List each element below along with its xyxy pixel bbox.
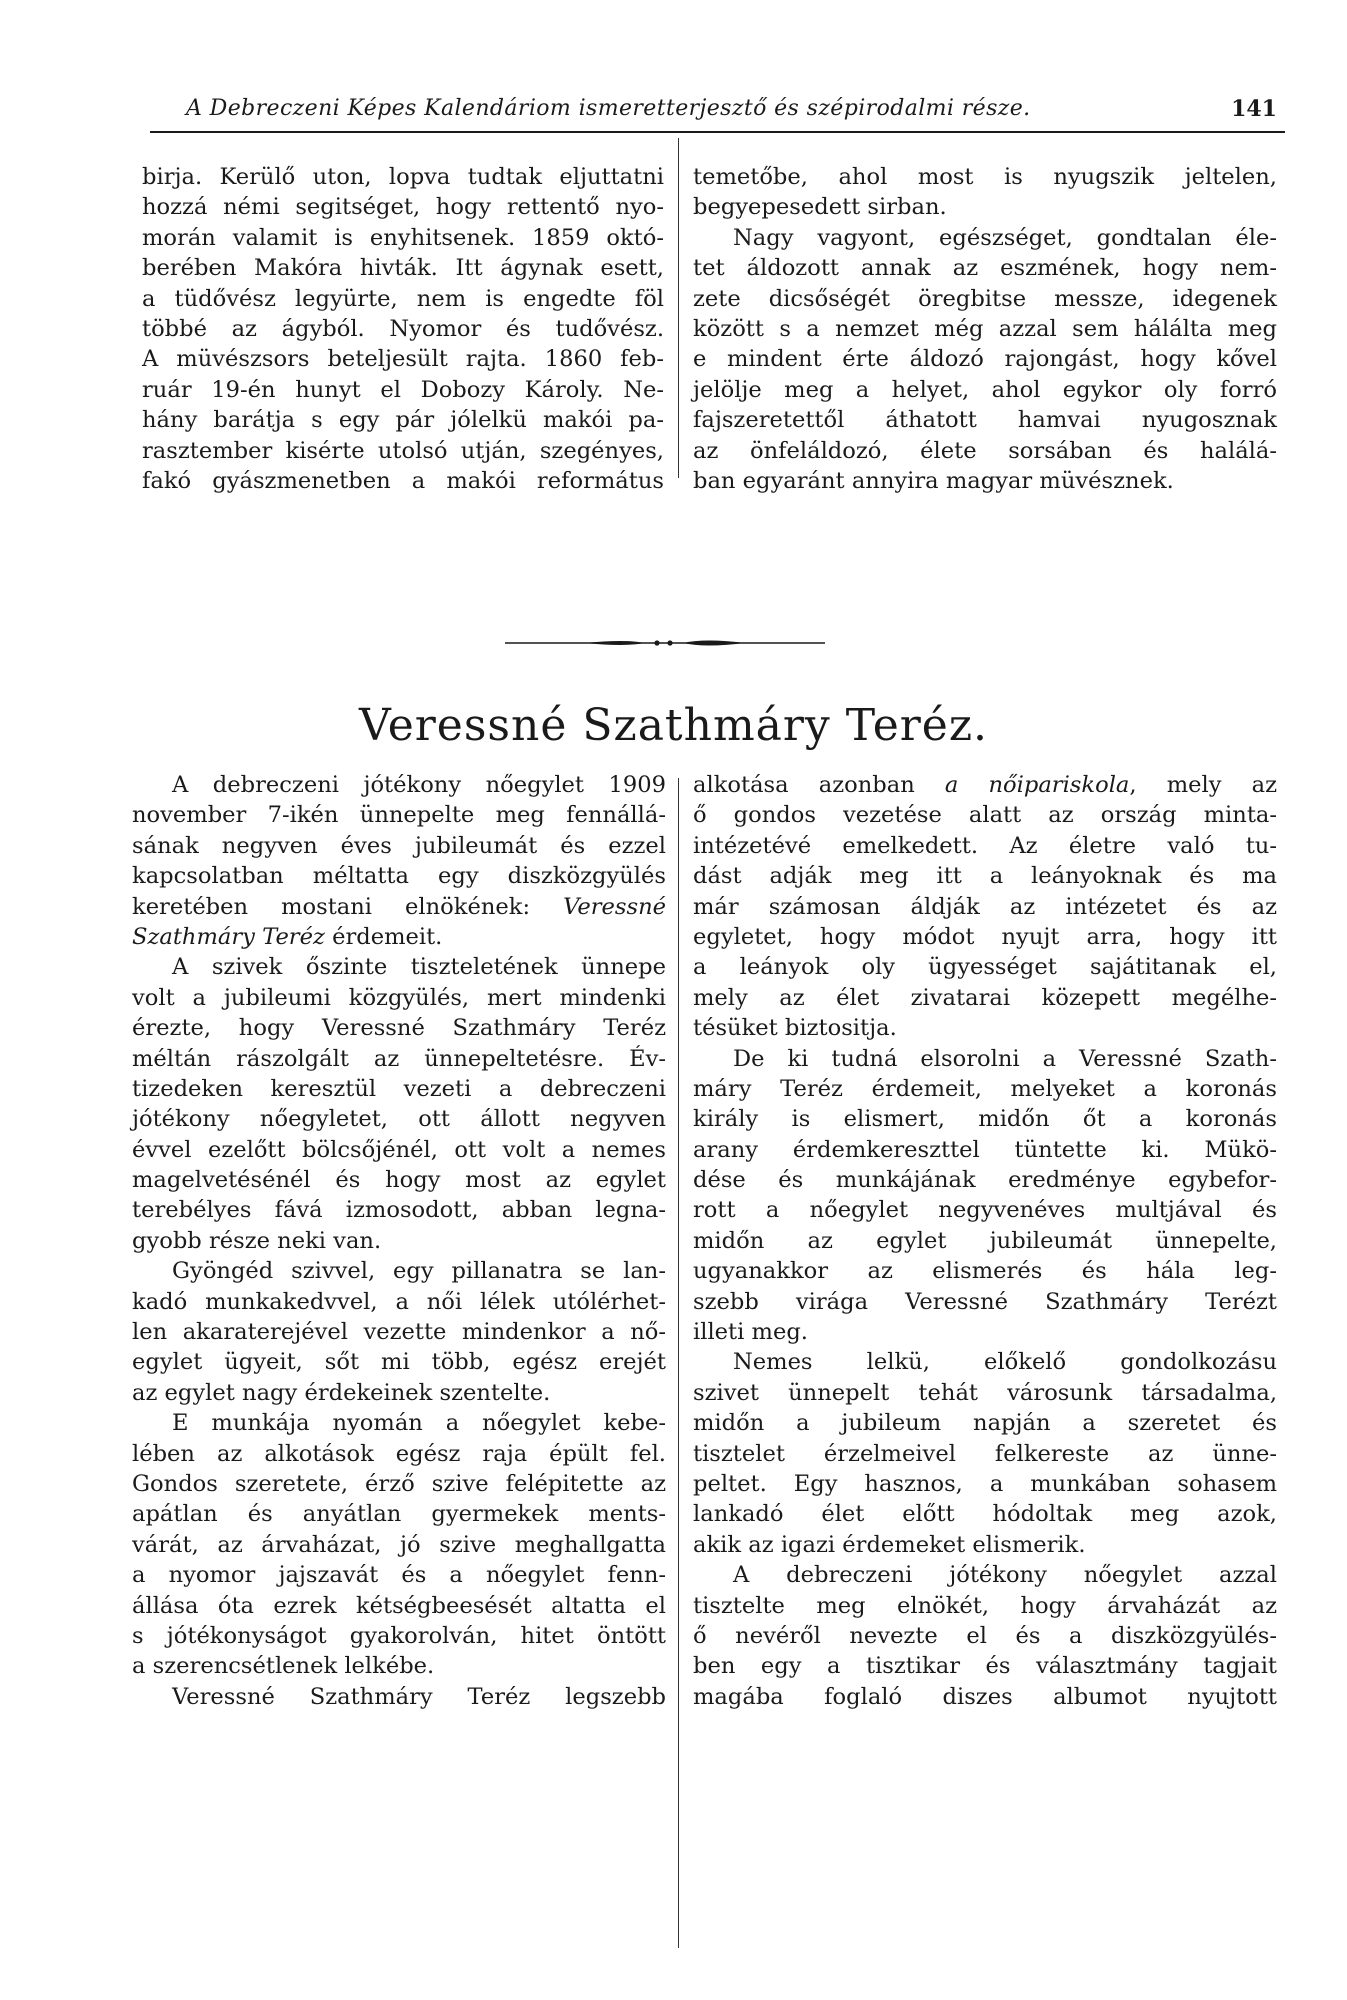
text-line: keretében mostani elnökének: Veressné bbox=[132, 893, 666, 920]
text-line: lankadó élet előtt hódoltak meg azok, bbox=[693, 1501, 1277, 1528]
article-title: Veressné Szathmáry Teréz. bbox=[359, 700, 988, 751]
text-line: midőn az egylet jubileumát ünnepelte, bbox=[693, 1227, 1277, 1254]
text-line: birja. Kerülő uton, lopva tudtak eljuttatni bbox=[142, 164, 664, 190]
text-line: ruár 19-én hunyt el Dobozy Károly. Ne- bbox=[142, 376, 664, 403]
text-line: állása óta ezrek kétségbeesését altatta el bbox=[132, 1592, 666, 1619]
text-line: Nemes lelkü, előkelő gondolkozásu bbox=[733, 1349, 1277, 1376]
text-line: egyletet, hogy módot nyujt arra, hogy itt bbox=[693, 923, 1277, 950]
text-line: Szathmáry Teréz érdemeit. bbox=[132, 923, 443, 950]
text-line: érezte, hogy Veressné Szathmáry Teréz bbox=[132, 1015, 666, 1042]
text-line: szivet ünnepelt tehát városunk társadalma, bbox=[693, 1379, 1277, 1406]
running-title: A Debreczeni Képes Kalendáriom ismeretterjesztő és szépirodalmi része. bbox=[186, 96, 1031, 121]
text-line: temetőbe, ahol most is nyugszik jeltelen, bbox=[693, 164, 1277, 190]
previous-article-left-column bbox=[142, 162, 664, 496]
italic-text: a nőipariskola bbox=[944, 772, 1130, 798]
text-line: máry Teréz érdemeit, melyeket a koronás bbox=[693, 1075, 1277, 1102]
text-line: Veressné Szathmáry Teréz legszebb bbox=[172, 1683, 666, 1710]
text-line: a leányok oly ügyességet sajátitanak el, bbox=[693, 954, 1277, 981]
text-line: apátlan és anyátlan gyermekek ments- bbox=[132, 1501, 666, 1528]
text-line: a tüdővész legyürte, nem is engedte föl bbox=[142, 285, 664, 312]
text-line: akik az igazi érdemeket elismerik. bbox=[693, 1531, 1086, 1558]
text-line: A debreczeni jótékony nőegylet 1909 bbox=[172, 772, 666, 798]
text-line: arany érdemkereszttel tüntette ki. Mükö- bbox=[693, 1136, 1277, 1163]
text-line: E munkája nyomán a nőegylet kebe- bbox=[172, 1410, 666, 1437]
text-line: gyobb része neki van. bbox=[132, 1227, 382, 1254]
text-line: ő gondos vezetése alatt az ország minta- bbox=[693, 802, 1277, 829]
text-line: zete dicsőségét öregbitse messze, idegenek bbox=[693, 285, 1277, 312]
text-line: Nagy vagyont, egészséget, gondtalan éle- bbox=[733, 224, 1277, 251]
text-line: e mindent érte áldozó rajongást, hogy kővel bbox=[693, 346, 1277, 373]
italic-text: Szathmáry Teréz bbox=[132, 923, 325, 950]
text-line: évvel ezelőtt bölcsőjénél, ott volt a nemes bbox=[132, 1136, 666, 1163]
text-line: kadó munkakedvvel, a női lélek utólérhet- bbox=[132, 1288, 666, 1315]
text-line: tizedeken keresztül vezeti a debreczeni bbox=[132, 1075, 666, 1102]
text-line: ban egyaránt annyira magyar müvésznek. bbox=[693, 467, 1174, 494]
text-line: alkotása azonban a nőipariskola, mely az bbox=[693, 772, 1277, 798]
ornamental-divider-icon bbox=[505, 637, 825, 649]
text-line: midőn a jubileum napján a szeretet és bbox=[693, 1410, 1277, 1437]
text-line: begyepesedett sirban. bbox=[693, 194, 947, 221]
text-line: sának negyven éves jubileumát és ezzel bbox=[132, 832, 666, 859]
text-line: méltán rászolgált az ünnepeltetésre. Év- bbox=[132, 1045, 666, 1072]
text-line: terebélyes fává izmosodott, abban legna- bbox=[132, 1197, 666, 1224]
text-line: mely az élet zivatarai közepett megélhe- bbox=[693, 984, 1277, 1011]
text-line: már számosan áldják az intézetet és az bbox=[693, 893, 1277, 920]
text-line: morán valamit is enyhitsenek. 1859 októ- bbox=[142, 224, 664, 251]
text-line: kapcsolatban méltatta egy diszközgyülés bbox=[132, 863, 666, 890]
italic-text: Veressné bbox=[563, 893, 666, 920]
article-left-column bbox=[132, 770, 666, 1712]
text-line: A müvészsors beteljesült rajta. 1860 feb- bbox=[142, 346, 664, 373]
column-divider bbox=[678, 778, 679, 1948]
text-line: többé az ágyból. Nyomor és tudővész. bbox=[142, 315, 664, 342]
text-line: dást adják meg itt a leányoknak és ma bbox=[693, 863, 1277, 890]
text-line: várát, az árvaházat, jó szive meghallgatta bbox=[132, 1531, 666, 1558]
text-line: a nyomor jajszavát és a nőegylet fenn- bbox=[132, 1562, 666, 1589]
text-line: hány barátja s egy pár jólelkü makói pa- bbox=[142, 407, 664, 434]
text-line: a szerencsétlenek lelkébe. bbox=[132, 1653, 435, 1680]
previous-article-right-column bbox=[693, 162, 1277, 496]
text-line: tisztelte meg elnökét, hogy árvaházát az bbox=[693, 1592, 1277, 1619]
text-line: között s a nemzet még azzal sem hálálta meg bbox=[693, 315, 1277, 342]
text-line: tet áldozott annak az eszmének, hogy nem- bbox=[693, 255, 1277, 282]
text-line: Gondos szeretete, érző szive felépitette az bbox=[132, 1470, 666, 1497]
text-line: A szivek őszinte tiszteletének ünnepe bbox=[172, 954, 666, 981]
text-line: november 7-ikén ünnepelte meg fennállá- bbox=[132, 802, 666, 829]
text-line: tésüket biztositja. bbox=[693, 1015, 897, 1042]
text-line: rott a nőegylet negyvenéves multjával és bbox=[693, 1197, 1277, 1224]
text-line: peltet. Egy hasznos, a munkában sohasem bbox=[693, 1470, 1277, 1497]
text-line: jótékony nőegyletet, ott állott negyven bbox=[132, 1106, 666, 1133]
text-line: berében Makóra hivták. Itt ágynak esett, bbox=[142, 255, 664, 282]
text-line: fajszeretettől áthatott hamvai nyugosznak bbox=[693, 407, 1277, 434]
text-line: jelölje meg a helyet, ahol egykor oly forró bbox=[693, 376, 1277, 403]
text-line: szebb virága Veressné Szathmáry Terézt bbox=[693, 1288, 1277, 1315]
text-line: az egylet nagy érdekeinek szentelte. bbox=[132, 1379, 551, 1406]
text-line: magába foglaló diszes albumot nyujtott bbox=[693, 1683, 1277, 1710]
text-line: volt a jubileumi közgyülés, mert mindenki bbox=[132, 984, 666, 1011]
header-rule bbox=[150, 131, 1285, 133]
text-line: tisztelet érzelmeivel felkereste az ünne- bbox=[693, 1440, 1277, 1467]
text-line: s jótékonyságot gyakorolván, hitet öntött bbox=[132, 1622, 666, 1649]
text-line: illeti meg. bbox=[693, 1319, 808, 1346]
page-number: 141 bbox=[1231, 96, 1277, 122]
text-line: len akaraterejével vezette mindenkor a nő- bbox=[132, 1319, 666, 1346]
text-line: De ki tudná elsorolni a Veressné Szath- bbox=[733, 1045, 1277, 1072]
text-line: A debreczeni jótékony nőegylet azzal bbox=[733, 1562, 1277, 1589]
text-line: magelvetésénél és hogy most az egylet bbox=[132, 1167, 666, 1194]
text-line: egylet ügyeit, sőt mi több, egész erejét bbox=[132, 1349, 666, 1376]
text-line: fakó gyászmenetben a makói református bbox=[142, 467, 664, 494]
text-line: az önfeláldozó, élete sorsában és halálá- bbox=[693, 437, 1277, 464]
text-line: Gyöngéd szivvel, egy pillanatra se lan- bbox=[172, 1258, 666, 1285]
column-divider bbox=[678, 138, 679, 478]
text-line: hozzá némi segitséget, hogy rettentő nyo- bbox=[142, 194, 664, 221]
text-line: rasztember kisérte utolsó utján, szegényes, bbox=[142, 437, 664, 464]
text-line: dése és munkájának eredménye egybefor- bbox=[693, 1167, 1277, 1194]
text-line: ben egy a tisztikar és választmány tagjait bbox=[693, 1653, 1277, 1680]
running-head bbox=[150, 96, 1285, 130]
text-line: király is elismert, midőn őt a koronás bbox=[693, 1106, 1277, 1133]
text-line: intézetévé emelkedett. Az életre való tu- bbox=[693, 832, 1277, 859]
article-right-column bbox=[693, 770, 1277, 1712]
text-line: lében az alkotások egész raja épült fel. bbox=[132, 1440, 666, 1467]
text-line: ő nevéről nevezte el és a diszközgyülés- bbox=[693, 1622, 1277, 1649]
text-line: ugyanakkor az elismerés és hála leg- bbox=[693, 1258, 1277, 1285]
